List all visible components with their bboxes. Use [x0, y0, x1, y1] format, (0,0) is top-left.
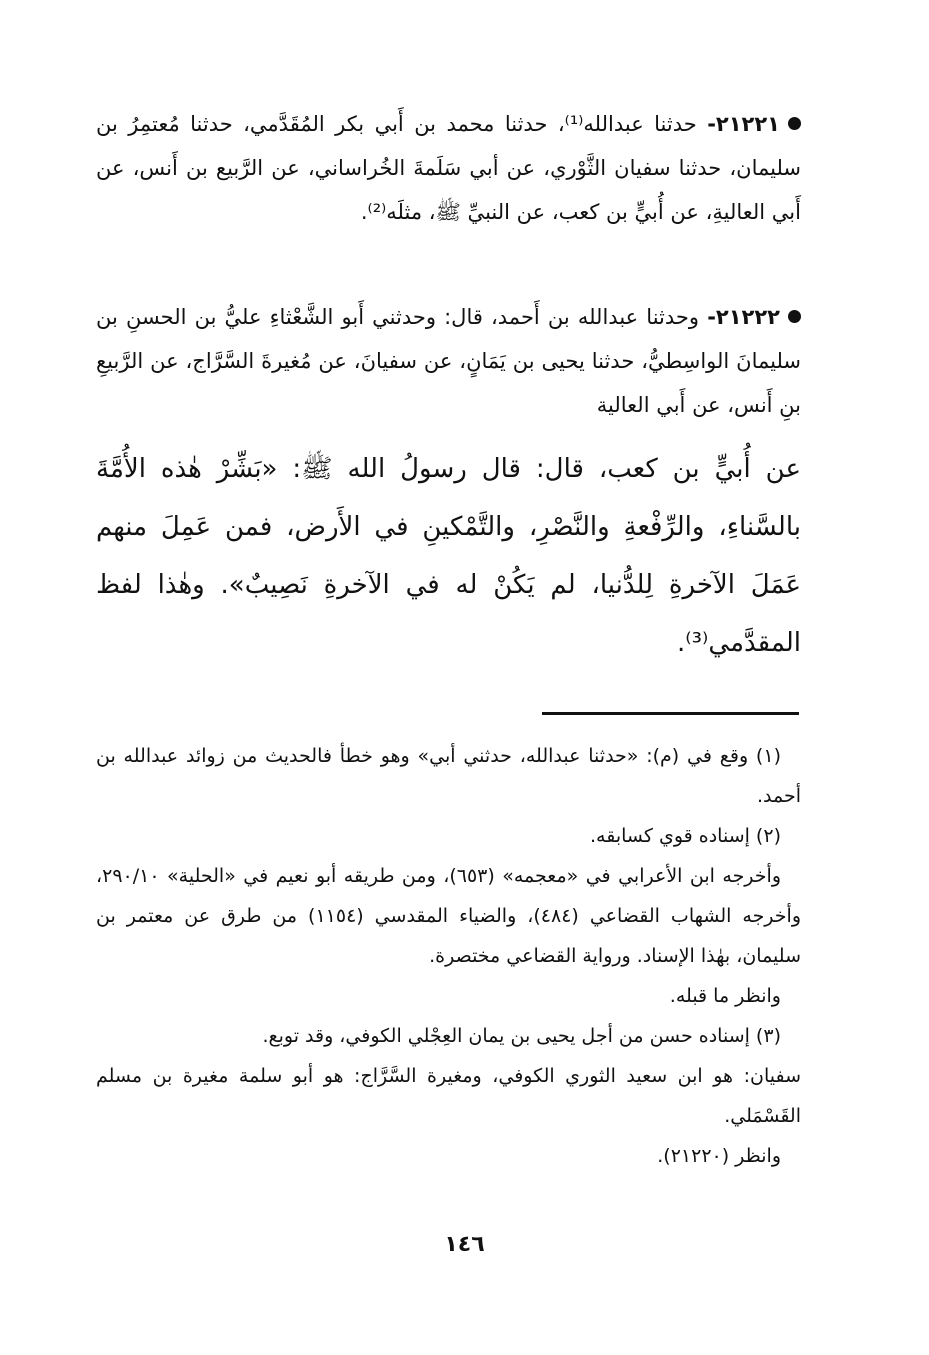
bullet-icon [788, 117, 801, 130]
hadith-number: ٢١٢٢٢- [707, 305, 780, 329]
footnote-2-see: وانظر ما قبله. [669, 985, 781, 1007]
footnote-divider [542, 712, 799, 715]
bullet-icon [788, 310, 801, 323]
footnotes [96, 736, 801, 1176]
footnote-2-detail: وأخرجه ابن الأعرابي في «معجمه» (٦٥٣)، ومن طريقه أبو نعيم في «الحلية» ٢٩٠/١٠، وأخرجه الشهاب القضاعي (٤٨٤)، والضياء المقدسي (١١٥٤) من طرق عن معتمر بن سليمان، بهٰذا الإسناد. ورواية القضاعي مختصرة. [96, 865, 801, 967]
hadith-21221 [96, 102, 801, 234]
hadith-text: حدثنا عبدالله⁽¹⁾، حدثنا محمد بن أَبي بكر المُقَدَّمي، حدثنا مُعتمِرُ بن سليمان، حدثنا سفيان الثَّوْري، عن أبي سَلَمةَ الخُراساني، عن الرَّبيع بن أَنس، عن أَبي العاليةِ، عن أُبيٍّ بن كعب، عن النبيِّ ﷺ، مثلَه⁽²⁾. [96, 112, 801, 224]
footnote-1: (١) وقع في (م): «حدثنا عبدالله، حدثني أبي» وهو خطأ فالحديث من زوائد عبدالله بن أحمد. [96, 745, 801, 807]
page-number: ١٤٦ [444, 1232, 485, 1257]
footnote-3-see: وانظر (٢١٢٢٠). [657, 1145, 781, 1167]
hadith-text: وحدثنا عبدالله بن أَحمد، قال: وحدثني أَبو الشَّعْثاءِ عليُّ بن الحسنِ بن سليمانَ الواسِطيُّ، حدثنا يحيى بن يَمَانٍ، عن سفيانَ، عن مُغيرةَ السَّرَّاج، عن الرَّبيعِ بنِ أَنس، عن أَبي العالية [96, 305, 801, 417]
footnote-3-detail: سفيان: هو ابن سعيد الثوري الكوفي، ومغيرة السَّرَّاج: هو أبو سلمة مغيرة بن مسلم القَسْمَلي. [96, 1065, 801, 1127]
footnote-2: (٢) إسناده قوي كسابقه. [590, 825, 781, 847]
hadith-number: ٢١٢٢١- [707, 112, 780, 136]
footnote-3: (٣) إسناده حسن من أجل يحيى بن يمان العِجْلي الكوفي، وقد توبع. [262, 1025, 781, 1047]
hadith-matn: عن أُبيٍّ بن كعب، قال: قال رسولُ الله ﷺ: «بَشِّرْ هٰذه الأُمَّةَ بالسَّناءِ، والرِّفْعةِ والنَّصْرِ، والتَّمْكينِ في الأَرض، فمن عَمِلَ منهم عَمَلَ الآخرةِ لِلدُّنيا، لم يَكُنْ له في الآخرةِ نَصِيبٌ». وهٰذا لفظ المقدَّمي⁽³⁾. [96, 454, 801, 658]
hadith-21222 [96, 295, 801, 427]
